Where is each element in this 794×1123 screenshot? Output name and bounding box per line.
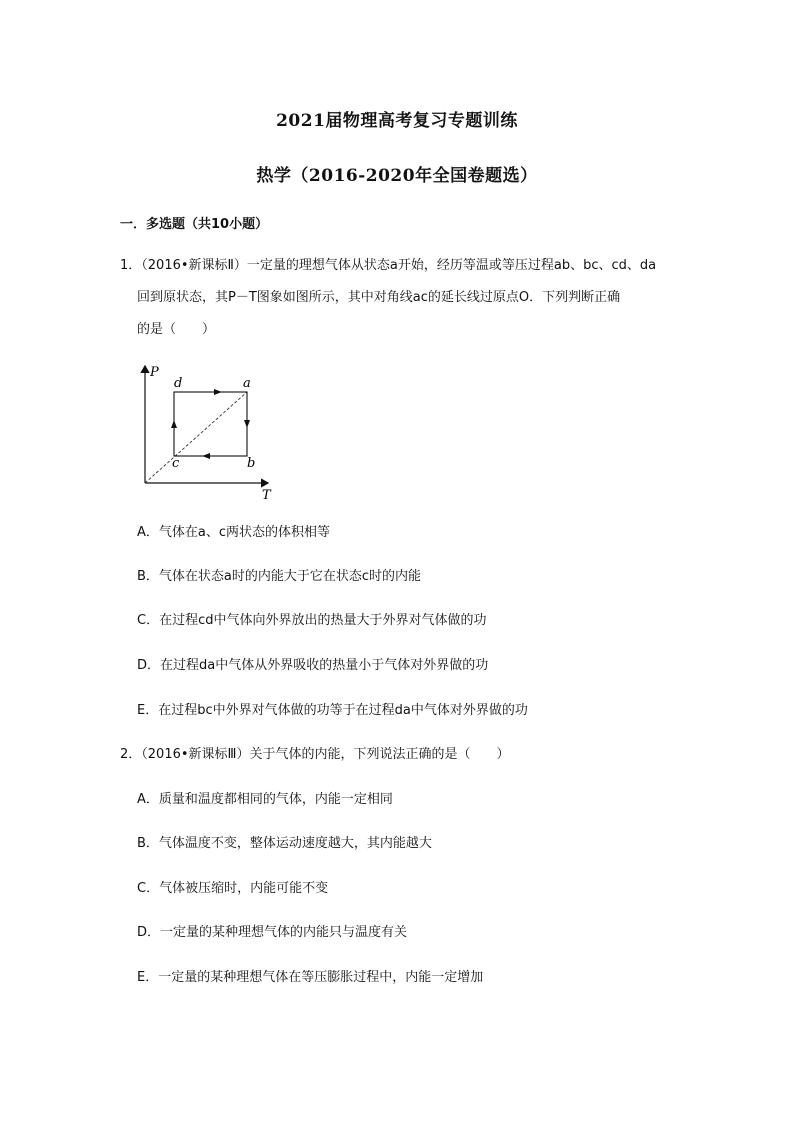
label-a: a	[243, 376, 251, 391]
question-1-option-d: D．在过程da中气体从外界吸收的热量小于气体对外界做的功	[137, 658, 489, 673]
label-d: d	[174, 376, 183, 391]
question-2-option-a: A．质量和温度都相同的气体，内能一定相同	[137, 792, 393, 807]
question-1-line-2: 回到原状态，其P－T图象如图所示，其中对角线ac的延长线过原点O．下列判断正确	[137, 290, 621, 305]
pt-diagram	[130, 360, 280, 506]
question-1-option-a: A．气体在a、c两状态的体积相等	[137, 525, 331, 540]
label-t: T	[262, 488, 271, 503]
label-b: b	[247, 456, 256, 471]
label-c: c	[172, 456, 180, 471]
question-2-line-1: 2．（2016•新课标Ⅲ）关于气体的内能，下列说法正确的是（ ）	[120, 747, 510, 762]
arrow-cd	[171, 420, 177, 428]
arrow-da	[214, 389, 222, 395]
section-heading: 一．多选题（共10小题）	[120, 217, 269, 232]
arrow-bc	[202, 453, 210, 459]
document-title: 2021届物理高考复习专题训练	[276, 111, 518, 131]
question-2-option-e: E．一定量的某种理想气体在等压膨胀过程中，内能一定增加	[137, 970, 484, 985]
diagonal-ac	[145, 392, 247, 483]
question-1-option-b: B．气体在状态a时的内能大于它在状态c时的内能	[137, 569, 422, 584]
question-1-line-1: 1．（2016•新课标Ⅱ）一定量的理想气体从状态a开始，经历等温或等压过程ab、bc、cd、da	[120, 258, 657, 273]
question-1-line-3: 的是（ ）	[137, 322, 216, 337]
question-1-option-c: C．在过程cd中气体向外界放出的热量大于外界对气体做的功	[137, 613, 487, 628]
question-2-option-b: B．气体温度不变，整体运动速度越大，其内能越大	[137, 836, 432, 851]
label-p: P	[150, 365, 159, 380]
question-2-option-c: C．气体被压缩时，内能可能不变	[137, 881, 329, 896]
document-subtitle: 热学（2016-2020年全国卷题选）	[256, 166, 538, 186]
arrow-ab	[244, 420, 250, 428]
question-1-option-e: E．在过程bc中外界对气体做的功等于在过程da中气体对外界做的功	[137, 703, 528, 718]
question-2-option-d: D．一定量的某种理想气体的内能只与温度有关	[137, 925, 408, 940]
